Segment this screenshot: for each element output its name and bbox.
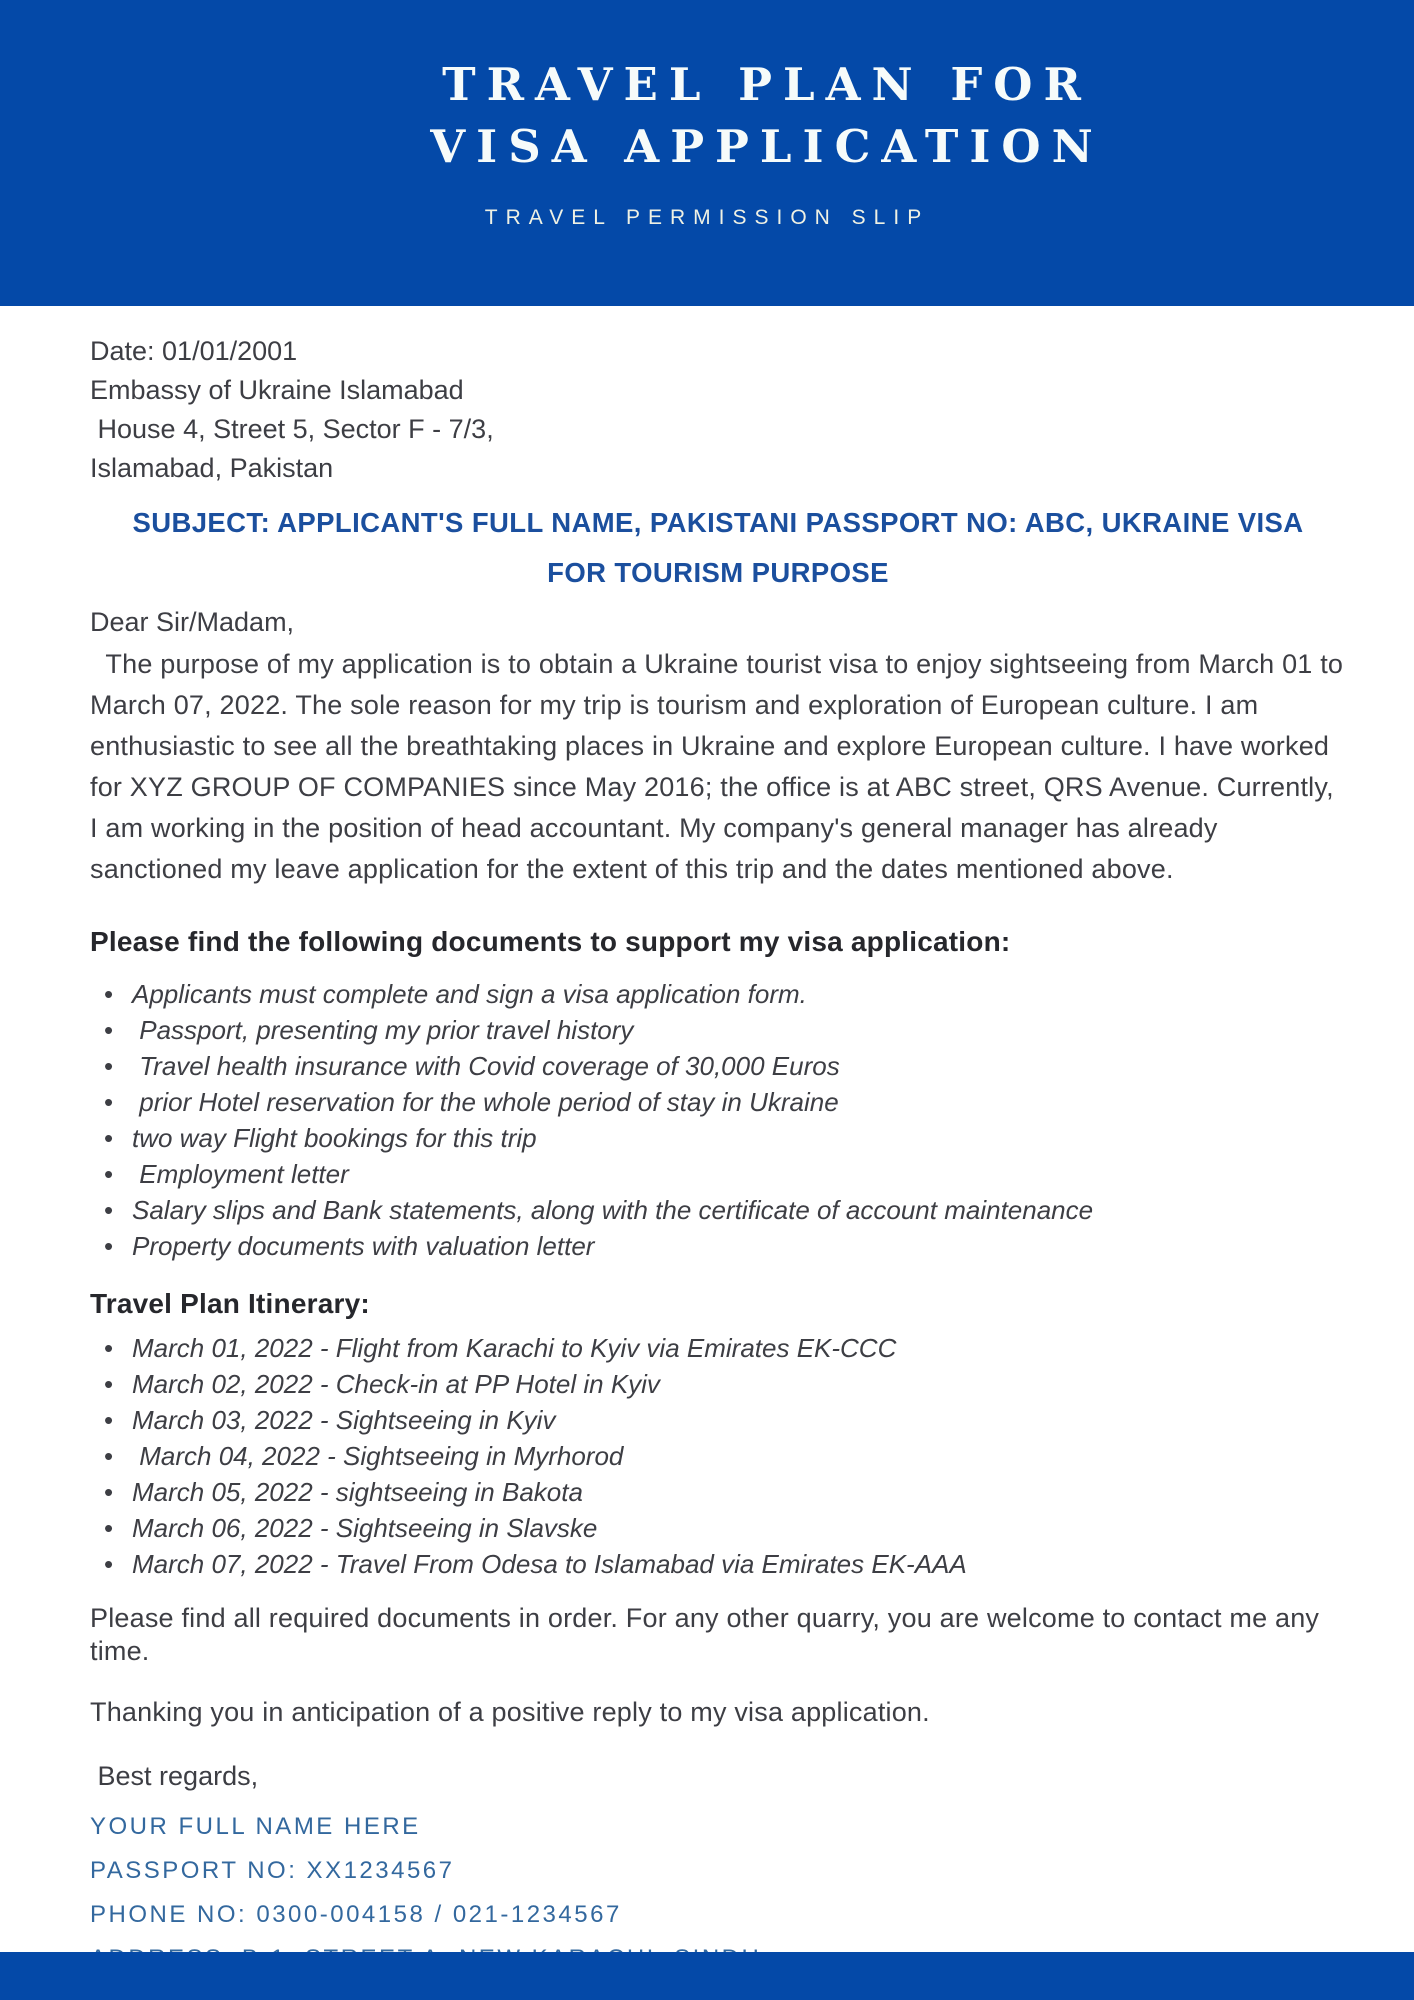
itinerary-item: • March 04, 2022 - Sightseeing in Myrhorod	[90, 1438, 1346, 1474]
signoff: Best regards,	[90, 1761, 259, 1791]
itinerary-item: • March 01, 2022 - Flight from Karachi to Kyiv via Emirates EK-CCC	[90, 1330, 1346, 1366]
body-paragraph: The purpose of my application is to obtain a Ukraine tourist visa to enjoy sightseeing from March 01 to March 07, 2022. The sole reason for my trip is tourism and exploration of European culture. I am enthusiastic to see all the breathtaking places in Ukraine and explore European culture. I have worked for XYZ GROUP OF COMPANIES since May 2016; the office is at ABC street, QRS Avenue. Currently, I am working in the position of head accountant. My company's general manager has already sanctioned my leave application for the extent of this trip and the dates mentioned above.	[90, 649, 1351, 884]
page-title-line2: VISA APPLICATION	[430, 120, 1104, 173]
itinerary-item: • March 02, 2022 - Check-in at PP Hotel in Kyiv	[90, 1366, 1346, 1402]
document-item: • two way Flight bookings for this trip	[90, 1120, 1346, 1156]
closing-paragraph-1: Please find all required documents in order. For any other quarry, you are welcome to contact me any time.	[90, 1603, 1320, 1666]
salutation: Dear Sir/Madam,	[90, 607, 295, 637]
date-line: Date: 01/01/2001	[90, 336, 298, 366]
document-item: • Passport, presenting my prior travel history	[90, 1012, 1346, 1048]
letter-body	[0, 332, 1414, 1972]
address-block	[90, 332, 1346, 488]
documents-heading: Please find the following documents to support my visa application:	[90, 926, 1011, 957]
itinerary-item: • March 03, 2022 - Sightseeing in Kyiv	[90, 1402, 1346, 1438]
address-line: Embassy of Ukraine Islamabad	[90, 375, 464, 405]
itinerary-heading: Travel Plan Itinerary:	[90, 1288, 370, 1319]
subject-line	[90, 498, 1346, 598]
itinerary-list	[90, 1330, 1346, 1582]
itinerary-item: • March 07, 2022 - Travel From Odesa to Islamabad via Emirates EK-AAA	[90, 1546, 1346, 1582]
signature-name: YOUR FULL NAME HERE	[90, 1813, 421, 1840]
document-item: • Applicants must complete and sign a visa application form.	[90, 976, 1346, 1012]
document-item: • Employment letter	[90, 1156, 1346, 1192]
itinerary-item: • March 06, 2022 - Sightseeing in Slavske	[90, 1510, 1346, 1546]
closing-paragraph-2: Thanking you in anticipation of a positive reply to my visa application.	[90, 1697, 930, 1727]
header-banner	[0, 0, 1414, 306]
document-item: • Travel health insurance with Covid coverage of 30,000 Euros	[90, 1048, 1346, 1084]
subject-line2: FOR TOURISM PURPOSE	[547, 557, 889, 588]
itinerary-item: • March 05, 2022 - sightseeing in Bakota	[90, 1474, 1346, 1510]
documents-list	[90, 976, 1346, 1264]
document-item: • Property documents with valuation letter	[90, 1228, 1346, 1264]
page-title	[120, 54, 1414, 178]
page-title-line1: TRAVEL PLAN FOR	[442, 58, 1092, 111]
signature-passport: PASSPORT NO: XX1234567	[90, 1857, 455, 1884]
address-line: House 4, Street 5, Sector F - 7/3,	[90, 414, 494, 444]
signature-block	[90, 1814, 1346, 1972]
document-item: • prior Hotel reservation for the whole period of stay in Ukraine	[90, 1084, 1346, 1120]
subject-line1: SUBJECT: APPLICANT'S FULL NAME, PAKISTANI PASSPORT NO: ABC, UKRAINE VISA	[132, 507, 1304, 538]
address-line: Islamabad, Pakistan	[90, 453, 334, 483]
footer-bar	[0, 1952, 1414, 2000]
signature-phone: PHONE NO: 0300-004158 / 021-1234567	[90, 1901, 622, 1928]
page-subtitle: TRAVEL PERMISSION SLIP	[484, 206, 930, 229]
document-item: • Salary slips and Bank statements, along with the certificate of account maintenance	[90, 1192, 1346, 1228]
